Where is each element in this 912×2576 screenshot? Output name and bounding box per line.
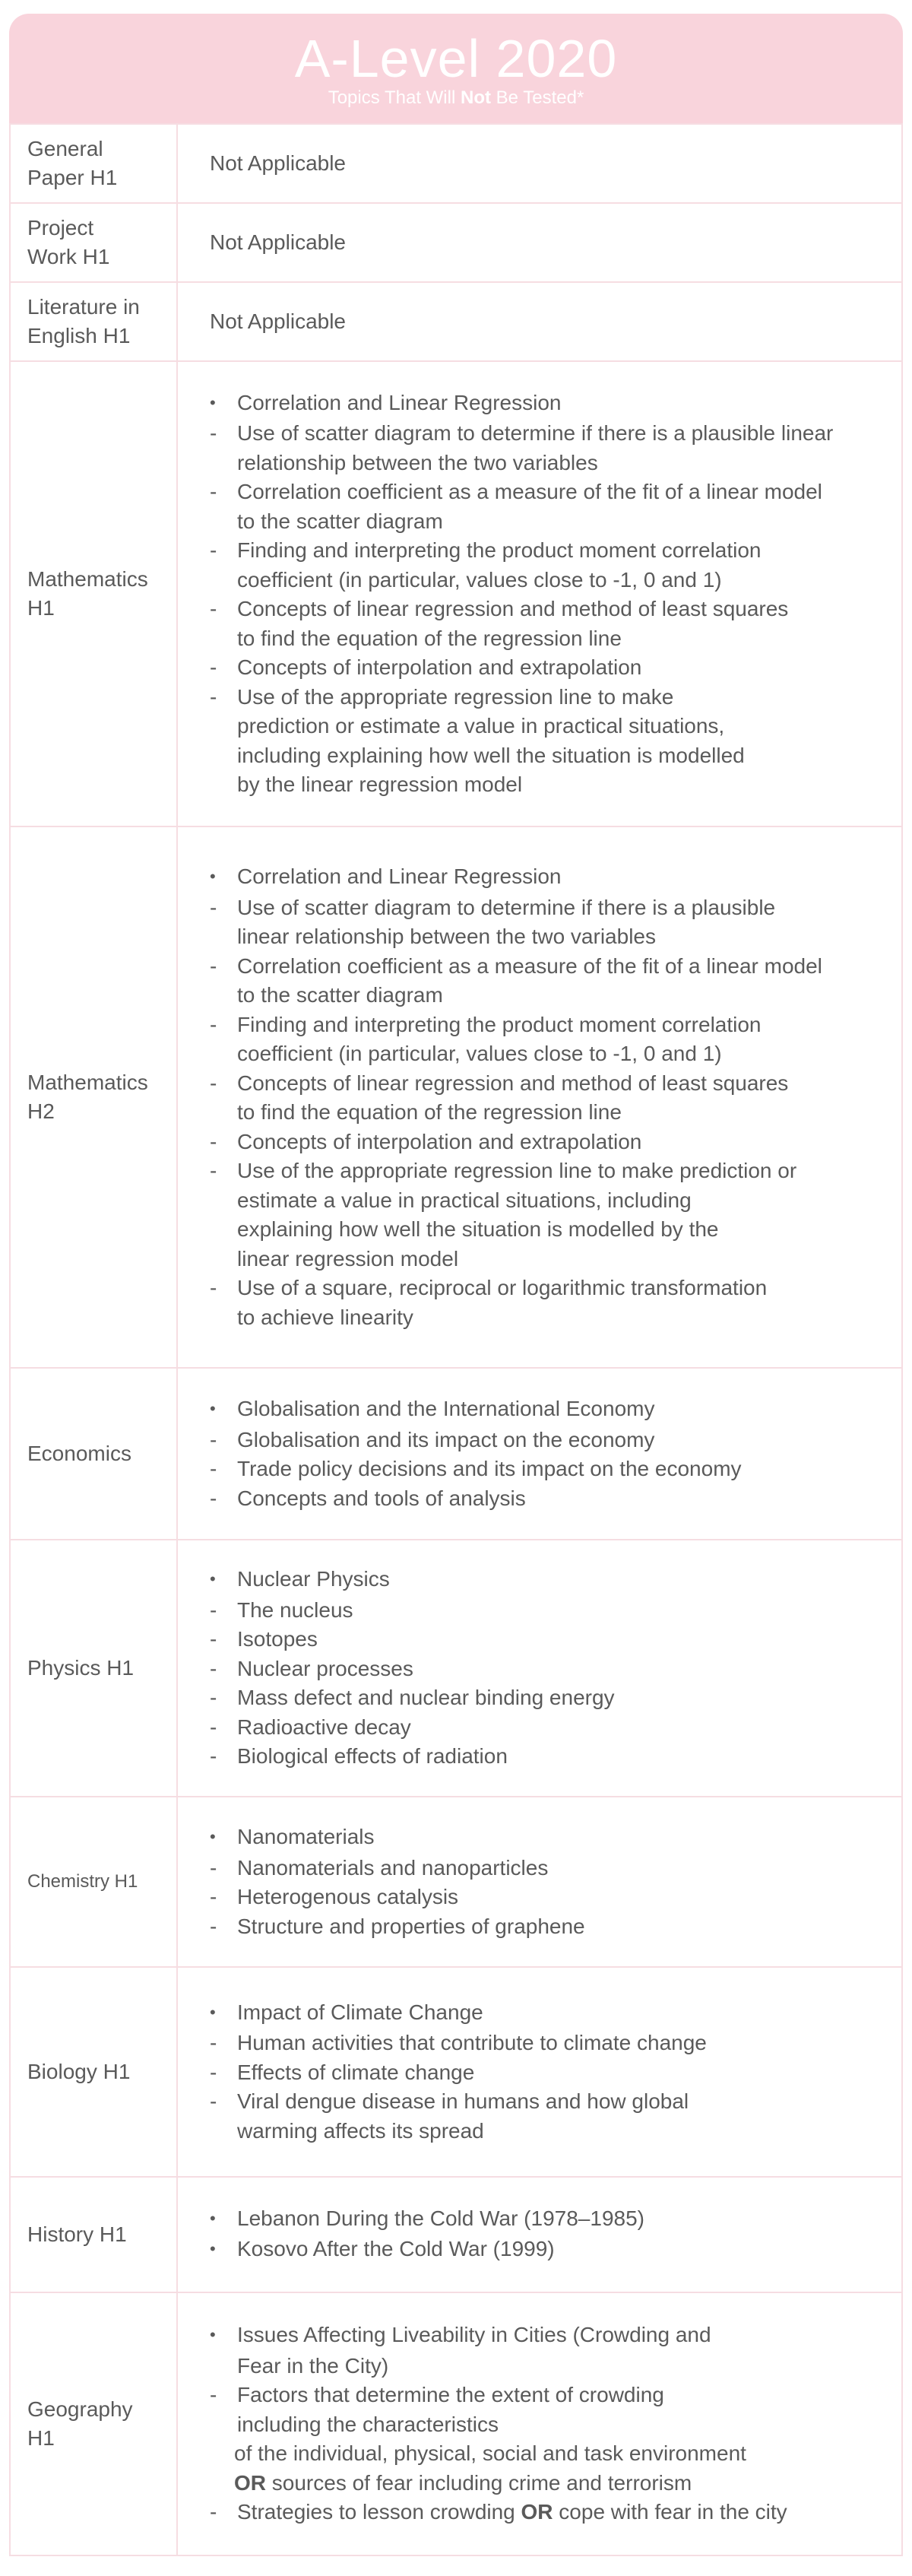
topic-heading	[210, 1823, 883, 1854]
line-text: Structure and properties of graphene	[237, 1914, 585, 1938]
subject-label: Literature in	[27, 295, 140, 319]
emphasis-text: OR	[234, 2470, 266, 2495]
table-row	[10, 1368, 902, 1540]
topic-continuation	[210, 2352, 883, 2381]
dash-marker: -	[210, 1855, 217, 1880]
line-text: Use of scatter diagram to determine if there is a plausible linear	[237, 421, 834, 445]
subtopic-item	[210, 1426, 883, 1455]
header-banner	[9, 14, 903, 123]
dash-marker: -	[210, 953, 217, 978]
topics-cell	[177, 1967, 902, 2177]
topics-table	[9, 123, 903, 2556]
subject-label: Paper H1	[27, 166, 118, 189]
subtopic-item	[210, 1069, 883, 1099]
topic-heading	[210, 2204, 883, 2235]
topic-continuation	[210, 1039, 883, 1069]
topic-continuation	[210, 1098, 883, 1128]
bullet-marker: •	[210, 867, 216, 886]
line-text: Concepts of interpolation and extrapolation	[237, 1129, 642, 1153]
page-subtitle	[9, 87, 903, 109]
subject-label: Mathematics	[27, 567, 148, 591]
subject-label: Physics H1	[27, 1656, 135, 1680]
topics-cell	[177, 2177, 902, 2292]
dash-marker: -	[210, 2060, 217, 2084]
table-row	[10, 282, 902, 361]
line-text: Impact of Climate Change	[237, 2000, 483, 2024]
dash-marker: -	[210, 1744, 217, 1769]
subject-label: Geography H1	[27, 2397, 133, 2450]
subject-cell	[10, 124, 177, 203]
subject-cell	[10, 2177, 177, 2292]
subtopic-item	[210, 1742, 883, 1772]
subject-label: Biology H1	[27, 2060, 131, 2083]
topic-continuation	[210, 2410, 883, 2440]
line-text: Heterogenous catalysis	[237, 1885, 459, 1908]
topics-cell	[177, 1540, 902, 1797]
dash-marker: -	[210, 1597, 217, 1622]
line-text: Concepts of interpolation and extrapolation	[237, 655, 642, 679]
dash-marker: -	[210, 1012, 217, 1036]
line-text: The nucleus	[237, 1597, 353, 1622]
line-text: Finding and interpreting the product moment correlation	[237, 1012, 762, 1036]
line-text: Globalisation and its impact on the economy	[237, 1427, 655, 1451]
bullet-marker: •	[210, 1399, 216, 1418]
topic-continuation	[210, 1215, 883, 1245]
dash-marker: -	[210, 2089, 217, 2114]
topic-continuation	[210, 507, 883, 537]
dash-marker: -	[210, 1486, 217, 1510]
line-text: to find the equation of the regression line	[237, 626, 622, 650]
line-text: of the individual, physical, social and task environment	[234, 2441, 746, 2466]
line-text: Factors that determine the extent of crowding	[237, 2383, 664, 2407]
subtopic-item	[210, 1156, 883, 1186]
not-applicable-text: Not Applicable	[210, 309, 347, 333]
subtopic-item	[210, 1625, 883, 1654]
line-text: cope with fear in the city	[553, 2500, 787, 2524]
line-text: prediction or estimate a value in practical situations,	[237, 714, 725, 738]
subtopic-item	[210, 477, 883, 507]
line-text: Strategies to lesson crowding	[237, 2500, 521, 2524]
subtopic-item	[210, 2087, 883, 2117]
line-text: Use of a square, reciprocal or logarithmic transformation	[237, 1276, 768, 1299]
subtitle-emphasis: Not	[460, 87, 491, 108]
dash-marker: -	[210, 1071, 217, 1095]
subtopic-item	[210, 595, 883, 624]
table-row	[10, 1797, 902, 1967]
topics-cell	[177, 1797, 902, 1967]
subtopic-item	[210, 1654, 883, 1684]
table-row	[10, 2292, 902, 2555]
bullet-marker: •	[210, 1569, 216, 1589]
subtopic-item	[210, 952, 883, 982]
subtopic-item	[210, 1128, 883, 1157]
subject-cell	[10, 1797, 177, 1967]
topic-heading	[210, 2321, 883, 2352]
subtopic-item	[210, 1455, 883, 1484]
subtopic-item	[210, 1010, 883, 1040]
topic-continuation	[210, 2117, 883, 2146]
line-text: Use of the appropriate regression line to make	[237, 684, 674, 709]
bullet-marker: •	[210, 2325, 216, 2345]
subject-label: Project	[27, 216, 94, 240]
line-text: estimate a value in practical situations, including	[237, 1188, 692, 1212]
line-text: to achieve linearity	[237, 1305, 413, 1329]
line-text: to find the equation of the regression line	[237, 1100, 622, 1124]
line-text: Lebanon During the Cold War (1978–1985)	[237, 2206, 644, 2230]
topic-continuation	[207, 2469, 883, 2498]
subtopic-item	[210, 536, 883, 566]
subtopic-item	[210, 2058, 883, 2088]
dash-marker: -	[210, 2383, 217, 2407]
line-text: Concepts and tools of analysis	[237, 1486, 526, 1510]
topic-heading	[210, 862, 883, 893]
line-text: explaining how well the situation is modelled by the	[237, 1217, 719, 1241]
table-row	[10, 203, 902, 282]
dash-marker: -	[210, 684, 217, 709]
subtopic-item	[210, 2381, 883, 2410]
table-row	[10, 826, 902, 1368]
line-text: Nuclear Physics	[237, 1567, 390, 1591]
line-text: including the characteristics	[237, 2412, 499, 2436]
subject-cell	[10, 1967, 177, 2177]
topic-continuation	[210, 770, 883, 800]
table-row	[10, 124, 902, 203]
line-text: Effects of climate change	[237, 2060, 475, 2084]
topic-continuation	[210, 1303, 883, 1333]
dash-marker: -	[210, 1885, 217, 1908]
subject-cell	[10, 203, 177, 282]
subtopic-item	[210, 1883, 883, 1912]
dash-marker: -	[210, 421, 217, 445]
subject-label: Work H1	[27, 245, 110, 268]
topics-cell	[177, 361, 902, 826]
topic-continuation	[210, 1245, 883, 1274]
subject-label: English H1	[27, 324, 131, 347]
topics-cell	[177, 826, 902, 1368]
table-row	[10, 1540, 902, 1797]
topic-heading	[210, 389, 883, 420]
topic-continuation	[210, 1186, 883, 1216]
subject-label: Chemistry H1	[27, 1871, 138, 1892]
line-text: Trade policy decisions and its impact on the economy	[237, 1457, 742, 1480]
line-text: to the scatter diagram	[237, 509, 443, 533]
line-text: coefficient (in particular, values close to -1, 0 and 1)	[237, 567, 722, 592]
topic-continuation	[210, 449, 883, 478]
subject-cell	[10, 2292, 177, 2555]
topic-heading	[210, 1565, 883, 1596]
dash-marker: -	[210, 1276, 217, 1299]
line-text: Issues Affecting Liveability in Cities (Crowding and	[237, 2323, 711, 2347]
topics-cell	[177, 1368, 902, 1540]
subtopic-item	[210, 1912, 883, 1942]
dash-marker: -	[210, 1686, 217, 1710]
bullet-marker: •	[210, 1827, 216, 1846]
topic-continuation	[210, 981, 883, 1010]
subject-label: H1	[27, 596, 55, 620]
dash-marker: -	[210, 1656, 217, 1680]
topic-heading	[210, 1394, 883, 1426]
dash-marker: -	[210, 655, 217, 679]
dash-marker: -	[210, 1457, 217, 1480]
line-text: Radioactive decay	[237, 1715, 411, 1739]
line-text: coefficient (in particular, values close to -1, 0 and 1)	[237, 1042, 722, 1065]
subtopic-item	[210, 1713, 883, 1743]
topic-continuation	[207, 2439, 883, 2469]
bullet-marker: •	[210, 392, 216, 412]
subtopic-item	[210, 1596, 883, 1626]
line-text: relationship between the two variables	[237, 450, 598, 474]
emphasis-text: OR	[521, 2500, 553, 2524]
dash-marker: -	[210, 1129, 217, 1153]
line-text: Human activities that contribute to climate change	[237, 2031, 707, 2055]
topic-continuation	[210, 741, 883, 771]
line-text: Fear in the City)	[237, 2353, 389, 2378]
subject-label: Economics	[27, 1442, 131, 1465]
subtopic-item	[210, 1274, 883, 1303]
line-text: Nuclear processes	[237, 1656, 413, 1680]
subject-cell	[10, 282, 177, 361]
subject-cell	[10, 1368, 177, 1540]
line-text: to the scatter diagram	[237, 983, 443, 1007]
subject-cell	[10, 826, 177, 1368]
subtopic-item	[210, 2498, 883, 2527]
topics-cell	[177, 124, 902, 203]
subtitle-text: Topics That Will	[328, 87, 461, 108]
dash-marker: -	[210, 1627, 217, 1651]
line-text: Concepts of linear regression and method of least squares	[237, 597, 789, 620]
subject-label: History H1	[27, 2222, 127, 2246]
bullet-marker: •	[210, 2208, 216, 2228]
not-applicable-text: Not Applicable	[210, 151, 347, 175]
subtopic-item	[210, 419, 883, 449]
bullet-marker: •	[210, 2239, 216, 2258]
table-row	[10, 361, 902, 826]
line-text: Correlation and Linear Regression	[237, 390, 562, 414]
line-text: Correlation coefficient as a measure of the fit of a linear model	[237, 953, 822, 978]
line-text: Use of the appropriate regression line to make prediction or	[237, 1159, 797, 1182]
line-text: Correlation and Linear Regression	[237, 864, 562, 888]
line-text: Biological effects of radiation	[237, 1744, 508, 1769]
topics-cell	[177, 2292, 902, 2555]
subject-label: H2	[27, 1099, 55, 1123]
topic-heading	[210, 1998, 883, 2029]
dash-marker: -	[210, 538, 217, 562]
topic-continuation	[210, 712, 883, 741]
line-text: warming affects its spread	[237, 2118, 484, 2143]
topic-continuation	[210, 922, 883, 952]
line-text: Correlation coefficient as a measure of the fit of a linear model	[237, 480, 822, 503]
line-text: Globalisation and the International Economy	[237, 1397, 655, 1420]
subject-label: Mathematics	[27, 1071, 148, 1094]
bullet-marker: •	[210, 2002, 216, 2022]
subtopic-item	[210, 2029, 883, 2058]
topics-cell	[177, 203, 902, 282]
line-text: sources of fear including crime and terrorism	[266, 2470, 692, 2495]
subject-cell	[10, 361, 177, 826]
page-title: A-Level 2020	[294, 29, 618, 88]
subtopic-item	[210, 683, 883, 712]
dash-marker: -	[210, 1914, 217, 1938]
table-row	[10, 2177, 902, 2292]
dash-marker: -	[210, 1159, 217, 1182]
not-applicable-text: Not Applicable	[210, 230, 347, 254]
dash-marker: -	[210, 480, 217, 503]
table-row	[10, 1967, 902, 2177]
subject-cell	[10, 1540, 177, 1797]
line-text: Concepts of linear regression and method of least squares	[237, 1071, 789, 1095]
line-text: Finding and interpreting the product moment correlation	[237, 538, 762, 562]
line-text: including explaining how well the situation is modelled	[237, 743, 745, 767]
line-text: linear relationship between the two variables	[237, 925, 656, 948]
subtitle-text: Be Tested*	[490, 87, 584, 108]
topic-continuation	[210, 624, 883, 654]
subtopic-item	[210, 893, 883, 923]
dash-marker: -	[210, 895, 217, 919]
subtopic-item	[210, 1484, 883, 1514]
line-text: by the linear regression model	[237, 772, 523, 796]
line-text: Nanomaterials and nanoparticles	[237, 1855, 549, 1880]
line-text: Kosovo After the Cold War (1999)	[237, 2237, 555, 2260]
topic-continuation	[210, 566, 883, 595]
line-text: Isotopes	[237, 1627, 318, 1651]
line-text: Use of scatter diagram to determine if there is a plausible	[237, 895, 776, 919]
subject-label: General	[27, 137, 103, 160]
topics-infographic	[9, 14, 903, 2556]
line-text: Mass defect and nuclear binding energy	[237, 1686, 615, 1710]
topics-cell	[177, 282, 902, 361]
subtopic-item	[210, 1854, 883, 1883]
topic-heading	[210, 2235, 883, 2266]
subtopic-item	[210, 1683, 883, 1713]
dash-marker: -	[210, 597, 217, 620]
line-text: linear regression model	[237, 1246, 459, 1271]
line-text: Viral dengue disease in humans and how global	[237, 2089, 689, 2114]
line-text: Nanomaterials	[237, 1825, 375, 1848]
dash-marker: -	[210, 2500, 217, 2524]
dash-marker: -	[210, 2031, 217, 2055]
dash-marker: -	[210, 1715, 217, 1739]
subtopic-item	[210, 653, 883, 683]
dash-marker: -	[210, 1427, 217, 1451]
